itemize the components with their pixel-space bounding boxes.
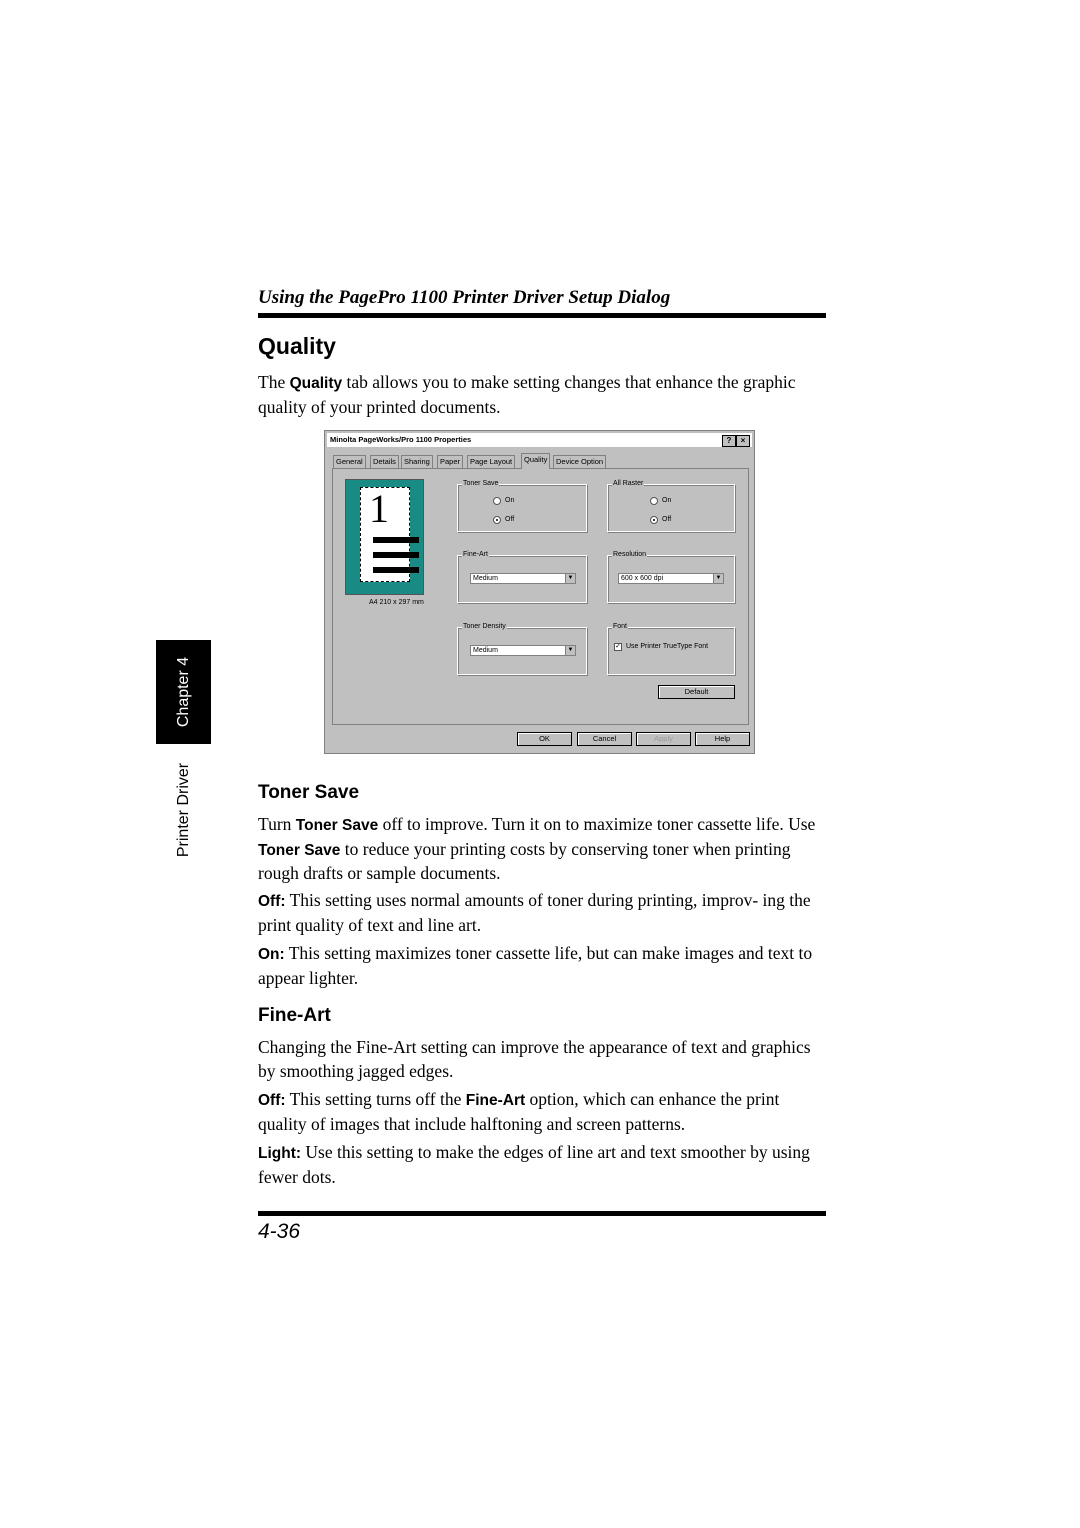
tab-page-layout[interactable]: Page Layout — [467, 455, 515, 468]
all-raster-group-label: All Raster — [613, 480, 644, 487]
fine-art-paragraph: Changing the Fine-Art setting can improve the appearance of text and graphics by smoothing jagged edges. — [258, 1037, 811, 1081]
chevron-down-icon[interactable]: ▼ — [565, 574, 575, 583]
toner-density-group — [457, 623, 587, 675]
toner-density-group-label: Toner Density — [463, 623, 506, 630]
default-button[interactable]: Default — [658, 685, 735, 699]
help-icon[interactable]: ? — [722, 435, 736, 447]
font-group-label: Font — [613, 623, 628, 630]
all-raster-on-radio[interactable] — [650, 497, 658, 505]
preview-page-number: 1 — [369, 486, 389, 531]
chapter-label: Chapter 4 — [174, 656, 192, 728]
preview-line — [373, 567, 419, 573]
chevron-down-icon[interactable]: ▼ — [565, 646, 575, 655]
toner-save-off-paragraph: Off: This setting uses normal amounts of toner during printing, improv- ing the print quality of text and line art. — [258, 890, 811, 935]
properties-dialog — [324, 430, 755, 754]
tab-details[interactable]: Details — [370, 455, 399, 468]
toner-save-on-label: On — [505, 497, 515, 504]
tab-sharing[interactable]: Sharing — [401, 455, 433, 468]
preview-line — [373, 552, 419, 558]
chevron-down-icon[interactable]: ▼ — [713, 574, 723, 583]
paper-size-label: A4 210 x 297 mm — [369, 599, 424, 606]
tab-paper[interactable]: Paper — [437, 455, 463, 468]
cancel-button[interactable]: Cancel — [577, 732, 632, 746]
fine-art-off-paragraph: Off: This setting turns off the Fine-Art option, which can enhance the print quality of images that include halftoning and screen patterns. — [258, 1089, 780, 1134]
resolution-select[interactable]: 600 x 600 dpi ▼ — [618, 573, 724, 584]
fine-art-light-paragraph: Light: Use this setting to make the edges of line art and text smoother by using fewer dots. — [258, 1142, 810, 1187]
toner-save-on-paragraph: On: This setting maximizes toner cassette life, but can make images and text to appear lighter. — [258, 943, 813, 988]
tab-general[interactable]: General — [333, 455, 366, 468]
header-rule — [258, 313, 826, 318]
resolution-group-label: Resolution — [613, 551, 647, 558]
footer-rule — [258, 1211, 826, 1216]
tab-device-option[interactable]: Device Option — [553, 455, 606, 468]
tab-quality[interactable]: Quality — [521, 453, 550, 469]
toner-save-heading: Toner Save — [258, 782, 360, 803]
all-raster-on-label: On — [662, 497, 672, 504]
fine-art-group-label: Fine-Art — [463, 551, 488, 558]
ok-button[interactable]: OK — [517, 732, 572, 746]
toner-save-group-label: Toner Save — [463, 480, 499, 487]
toner-save-off-label: Off — [505, 516, 515, 523]
toner-save-paragraph: Turn Toner Save off to improve. Turn it on to maximize toner cassette life. Use Toner Save to reduce your printing costs by conserving toner when printing rough drafts or sample documents. — [258, 814, 816, 883]
font-group — [607, 623, 735, 675]
all-raster-group — [607, 480, 735, 532]
fine-art-heading: Fine-Art — [258, 1005, 331, 1026]
all-raster-off-radio[interactable] — [650, 516, 658, 524]
resolution-group — [607, 551, 735, 603]
section-title: Quality — [258, 333, 336, 359]
section-label: Printer Driver — [174, 762, 192, 857]
toner-save-on-radio[interactable] — [493, 497, 501, 505]
all-raster-off-label: Off — [662, 516, 672, 523]
dialog-title-bar — [327, 433, 752, 447]
truetype-font-label: Use Printer TrueType Font — [626, 643, 709, 650]
intro-paragraph: The Quality tab allows you to make setting changes that enhance the graphic quality of your printed documents. — [258, 372, 796, 417]
toner-density-select[interactable]: Medium ▼ — [470, 645, 576, 656]
page-number: 4-36 — [258, 1220, 301, 1243]
preview-line — [373, 537, 419, 543]
truetype-font-checkbox[interactable]: ✓ — [615, 643, 621, 650]
toner-save-off-radio[interactable] — [493, 516, 501, 524]
toner-save-group — [457, 480, 587, 532]
dialog-title: Minolta PageWorks/Pro 1100 Properties — [330, 435, 472, 444]
running-header-title: Using the PagePro 1100 Printer Driver Setup Dialog — [258, 287, 671, 308]
fine-art-group — [457, 551, 587, 603]
close-icon[interactable]: × — [736, 435, 750, 447]
apply-button[interactable]: Apply — [636, 732, 691, 746]
fine-art-select[interactable]: Medium ▼ — [470, 573, 576, 584]
help-button[interactable]: Help — [695, 732, 750, 746]
